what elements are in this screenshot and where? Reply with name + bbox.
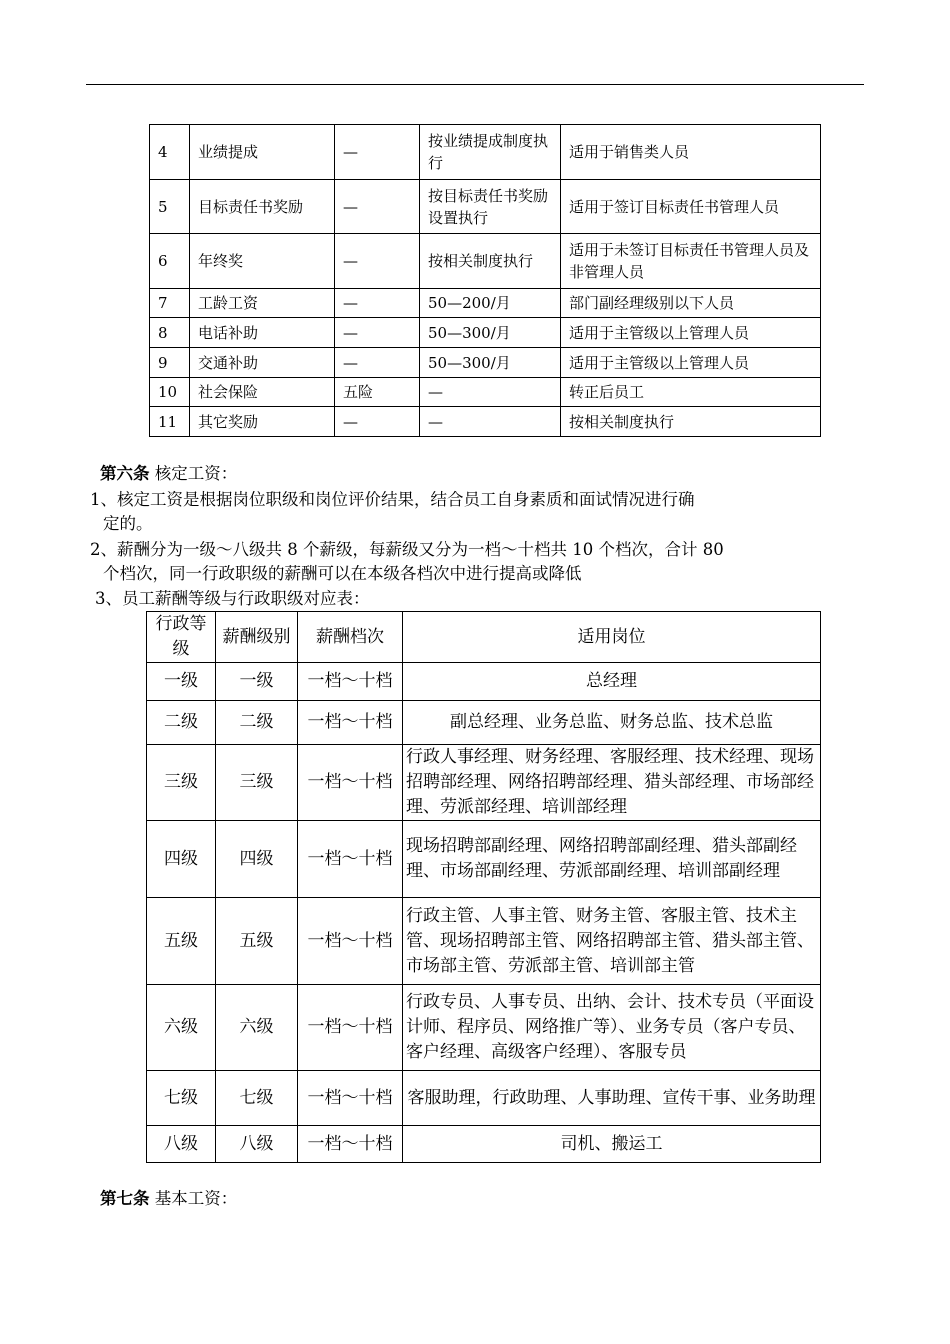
admin-level: 七级 (147, 1071, 216, 1126)
pay-band: 一档～十档 (298, 1126, 403, 1163)
scope: 适用于主管级以上管理人员 (561, 318, 821, 348)
posts: 司机、搬运工 (403, 1126, 821, 1163)
header-rule (86, 84, 864, 85)
admin-level: 六级 (147, 985, 216, 1071)
standard: 五险 (335, 378, 420, 407)
benefits-table (149, 124, 821, 437)
admin-level: 八级 (147, 1126, 216, 1163)
admin-level: 三级 (147, 745, 216, 821)
standard: — (335, 180, 420, 234)
posts: 行政人事经理、财务经理、客服经理、技术经理、现场招聘部经理、网络招聘部经理、猎头部经理、市场部经理、劳派部经理、培训部经理 (403, 745, 821, 821)
row-number: 11 (150, 407, 190, 437)
method: 50—200/月 (420, 289, 561, 318)
table-row (147, 745, 821, 821)
article6-heading-line (100, 462, 237, 486)
item-name: 目标责任书奖励 (190, 180, 335, 234)
pay-grade: 四级 (216, 821, 298, 898)
header-posts: 适用岗位 (403, 612, 821, 663)
article7-title: 基本工资： (154, 1189, 238, 1208)
row-number: 10 (150, 378, 190, 407)
article6-p1-line2: 定的。 (103, 514, 153, 533)
table-row (150, 348, 821, 378)
row-number: 7 (150, 289, 190, 318)
table-row (150, 378, 821, 407)
article6-p2-line1: 2、薪酬分为一级～八级共 8 个薪级，每薪级又分为一档～十档共 10 个档次，合计 80 (90, 540, 724, 559)
method: 按业绩提成制度执行 (420, 125, 561, 180)
item-name: 电话补助 (190, 318, 335, 348)
posts: 行政主管、人事主管、财务主管、客服主管、技术主管、现场招聘部主管、网络招聘部主管、猎头部主管、市场部主管、劳派部主管、培训部主管 (403, 898, 821, 985)
header-admin-level: 行政等级 (147, 612, 216, 663)
article6-title: 核定工资： (154, 464, 238, 483)
method: 50—300/月 (420, 348, 561, 378)
table-row (150, 125, 821, 180)
method: 50—300/月 (420, 318, 561, 348)
method: 按相关制度执行 (420, 234, 561, 289)
scope: 适用于主管级以上管理人员 (561, 348, 821, 378)
row-number: 9 (150, 348, 190, 378)
pay-grade: 二级 (216, 701, 298, 745)
pay-band: 一档～十档 (298, 663, 403, 701)
standard: — (335, 318, 420, 348)
table-row (150, 180, 821, 234)
posts: 副总经理、业务总监、财务总监、技术总监 (403, 701, 821, 745)
pay-grade: 六级 (216, 985, 298, 1071)
item-name: 业绩提成 (190, 125, 335, 180)
pay-grade: 三级 (216, 745, 298, 821)
table-row (147, 898, 821, 985)
pay-band: 一档～十档 (298, 821, 403, 898)
row-number: 8 (150, 318, 190, 348)
admin-level: 五级 (147, 898, 216, 985)
article6-p2-line2: 个档次，同一行政职级的薪酬可以在本级各档次中进行提高或降低 (103, 564, 582, 583)
admin-level: 四级 (147, 821, 216, 898)
pay-grade: 七级 (216, 1071, 298, 1126)
item-name: 年终奖 (190, 234, 335, 289)
pay-band: 一档～十档 (298, 898, 403, 985)
table-row (147, 821, 821, 898)
standard: — (335, 407, 420, 437)
method: 按目标责任书奖励设置执行 (420, 180, 561, 234)
article7-heading-line (100, 1187, 237, 1211)
table-row (147, 663, 821, 701)
table-row (150, 289, 821, 318)
header-pay-grade: 薪酬级别 (216, 612, 298, 663)
item-name: 社会保险 (190, 378, 335, 407)
posts: 现场招聘部副经理、网络招聘部副经理、猎头部副经理、市场部副经理、劳派部副经理、培训部副经理 (403, 821, 821, 898)
article7-heading: 第七条 (100, 1189, 150, 1208)
header-pay-band: 薪酬档次 (298, 612, 403, 663)
article6-p1-line1: 1、核定工资是根据岗位职级和岗位评价结果，结合员工自身素质和面试情况进行确 (90, 490, 695, 509)
row-number: 5 (150, 180, 190, 234)
scope: 转正后员工 (561, 378, 821, 407)
pay-band: 一档～十档 (298, 701, 403, 745)
pay-grade: 一级 (216, 663, 298, 701)
item-name: 交通补助 (190, 348, 335, 378)
standard: — (335, 348, 420, 378)
article6-p3: 3、员工薪酬等级与行政职级对应表： (95, 589, 370, 608)
item-name: 工龄工资 (190, 289, 335, 318)
posts: 总经理 (403, 663, 821, 701)
table-row (147, 1071, 821, 1126)
method: — (420, 407, 561, 437)
standard: — (335, 289, 420, 318)
scope: 适用于销售类人员 (561, 125, 821, 180)
posts: 客服助理，行政助理、人事助理、宣传干事、业务助理 (403, 1071, 821, 1126)
pay-grade: 八级 (216, 1126, 298, 1163)
method: — (420, 378, 561, 407)
admin-level: 二级 (147, 701, 216, 745)
scope: 适用于未签订目标责任书管理人员及非管理人员 (561, 234, 821, 289)
table-row (150, 318, 821, 348)
admin-level: 一级 (147, 663, 216, 701)
standard: — (335, 234, 420, 289)
article6-heading: 第六条 (100, 464, 150, 483)
row-number: 4 (150, 125, 190, 180)
row-number: 6 (150, 234, 190, 289)
table-row (147, 985, 821, 1071)
table-row (150, 407, 821, 437)
pay-grade: 五级 (216, 898, 298, 985)
salary-grade-table (146, 611, 821, 1163)
scope: 按相关制度执行 (561, 407, 821, 437)
table-row (147, 1126, 821, 1163)
pay-band: 一档～十档 (298, 1071, 403, 1126)
posts: 行政专员、人事专员、出纳、会计、技术专员（平面设计师、程序员、网络推广等）、业务专员（客户专员、客户经理、高级客户经理）、客服专员 (403, 985, 821, 1071)
pay-band: 一档～十档 (298, 745, 403, 821)
scope: 适用于签订目标责任书管理人员 (561, 180, 821, 234)
pay-band: 一档～十档 (298, 985, 403, 1071)
standard: — (335, 125, 420, 180)
table-header-row (147, 612, 821, 663)
scope: 部门副经理级别以下人员 (561, 289, 821, 318)
table-row (147, 701, 821, 745)
table-row (150, 234, 821, 289)
item-name: 其它奖励 (190, 407, 335, 437)
